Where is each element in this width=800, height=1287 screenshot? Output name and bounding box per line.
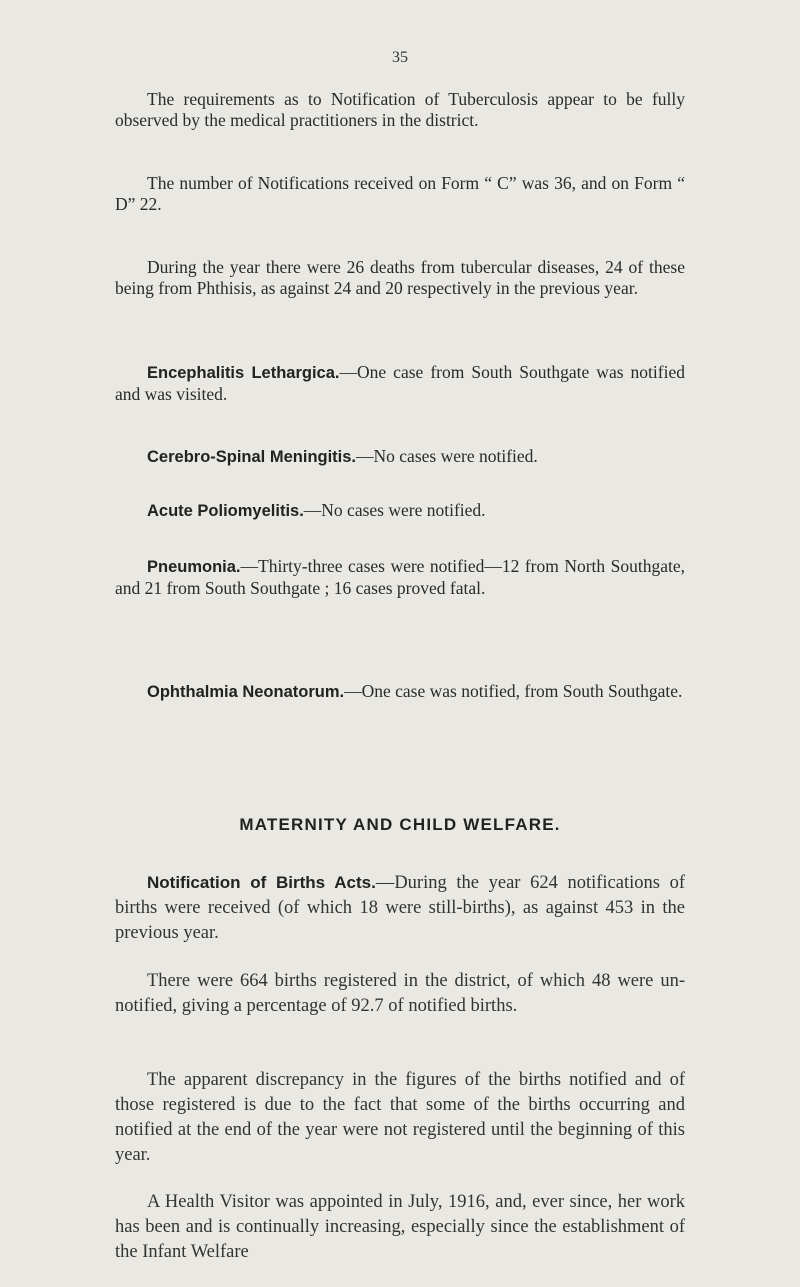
disease-heading: Cerebro-Spinal Meningitis. [147,448,357,466]
disease-text: —No cases were notified. [303,500,486,520]
paragraph-text: There were 664 births registered in the district, of which 48 were un-notified, giving a percentage of 92.7 of notified births. [115,971,685,1016]
disease-heading: Acute Poliomyelitis. [147,502,304,520]
disease-pneumonia [115,556,685,599]
disease-heading: Pneumonia. [147,558,241,576]
paragraph-discrepancy [115,1068,685,1168]
disease-encephalitis [115,362,685,405]
disease-ophthalmia [115,681,685,703]
paragraph-tb-deaths [115,257,685,299]
page-number: 35 [392,49,408,66]
paragraph-health-visitor [115,1190,685,1265]
section-title: MATERNITY AND CHILD WELFARE. [239,815,561,834]
paragraph-text: During the year there were 26 deaths from tubercular diseases, 24 of these being from Phthisis, as against 24 and 20 respectively in the previous year. [115,257,685,298]
paragraph-tb-notifications [115,173,685,215]
paragraph-text: The number of Notifications received on Form “ C” was 36, and on Form “ D” 22. [115,173,685,214]
paragraph-registered [115,969,685,1019]
disease-text: —Thirty-three cases were notified—12 from North Southgate, and 21 from South Southgate ; 16 cases proved fatal. [115,556,685,598]
births-paragraph [115,870,685,946]
disease-text: —One case from South Southgate was notified and was visited. [115,362,685,404]
disease-meningitis [115,446,685,468]
disease-poliomyelitis [115,500,685,522]
disease-text: —No cases were notified. [356,446,538,466]
disease-heading: Encephalitis Lethargica. [147,364,340,382]
paragraph-tb-requirements [115,89,685,131]
births-text: —During the year 624 notifications of births were received (of which 18 were still-births), as against 453 in the previous year. [115,873,685,943]
paragraph-text: The apparent discrepancy in the figures of the births notified and of those registered is due to the fact that some of the births occurring and notified at the end of the year were not registered until the beginning of this year. [115,1070,685,1165]
disease-text: —One case was notified, from South Southgate. [344,681,683,701]
disease-heading: Ophthalmia Neonatorum. [147,683,345,701]
paragraph-text: A Health Visitor was appointed in July, 1916, and, ever since, her work has been and is continually increasing, especially since the establishment of the Infant Welfare [115,1192,685,1262]
paragraph-text: The requirements as to Notification of Tuberculosis appear to be fully observed by the medical practitioners in the district. [115,89,685,130]
births-heading: Notification of Births Acts. [147,873,376,892]
